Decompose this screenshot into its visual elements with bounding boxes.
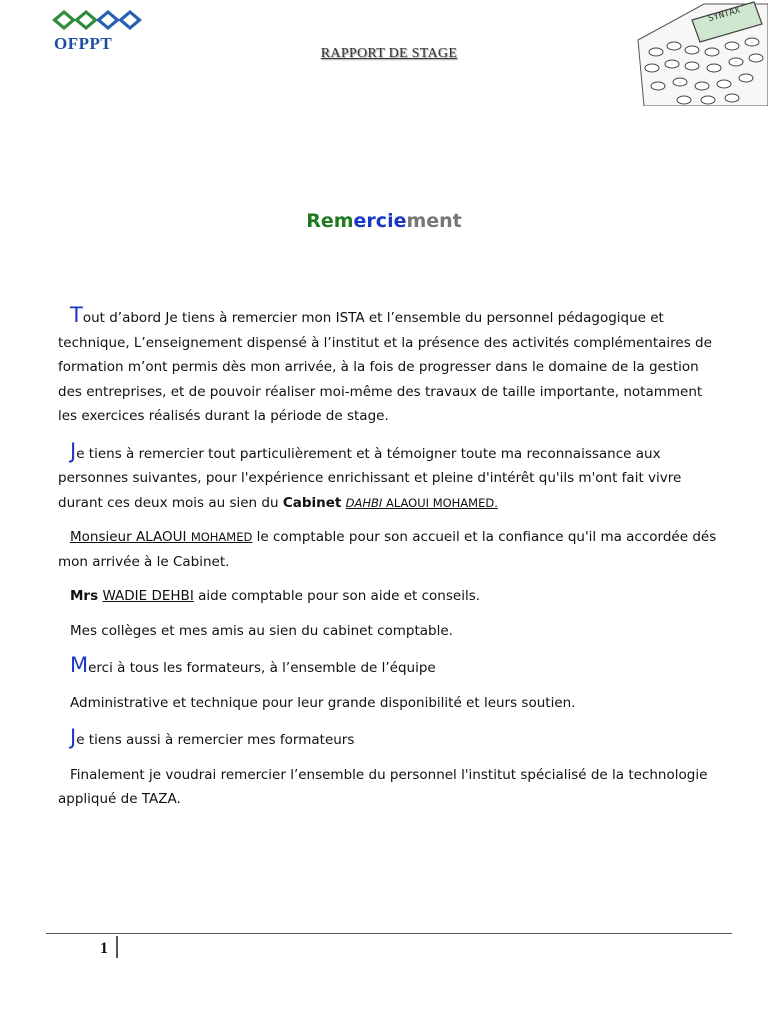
wadie-name: WADIE DEHBI [102,588,194,604]
calculator-icon [634,0,768,106]
paragraph-2-text: e tiens à remercier tout particulièrement et à témoigner toute ma reconnaissance aux personnes suivantes, pour l'expérience enrichissant et pleine d'intérêt qu'ils m'ont fait vivre durant ces deux mois au sien du [58,445,682,511]
monsieur-name: Monsieur ALAOUI [70,529,187,545]
dropcap-m: M [70,653,89,677]
calculator-display-text: SYNTAX [707,5,742,25]
paragraph-8-text: e tiens aussi à remercier mes formateurs [76,732,355,748]
cabinet-label: Cabinet [282,494,342,511]
body-text [58,303,724,822]
paragraph-2 [58,439,724,516]
paragraph-9-text: Finalement je voudrai remercier l’ensemble du personnel l'institut spécialisé de la technologie appliqué de TAZA. [58,766,708,807]
footer-divider [46,933,732,934]
page-number-bar [116,936,118,958]
title-part-blue: ercie [353,210,407,232]
paragraph-7 [58,691,724,716]
paragraph-7-text: Administrative et technique pour leur grande disponibilité et leurs soutien. [70,694,576,711]
paragraph-3-text: le comptable pour son accueil et la confiance qu'il ma accordée dés mon arrivée à le Cabinet. [58,529,717,570]
mrs-label: Mrs [70,588,99,604]
paragraph-1 [58,303,724,429]
paragraph-9 [58,763,724,812]
paragraph-3 [58,525,724,574]
page-title [0,210,768,232]
title-part-gray: ment [406,210,462,232]
cabinet-name-rest: ALAOUI MOHAMED. [385,495,498,510]
paragraph-4-text: aide comptable pour son aide et conseils. [193,588,481,604]
page-number: 1 [100,940,108,957]
title-part-green: Rem [306,210,354,232]
dropcap-j: J [70,438,77,463]
paragraph-5-text: Mes collèges et mes amis au sien du cabinet comptable. [70,622,453,639]
paragraph-6-text: erci à tous les formateurs, à l’ensemble de l’équipe [88,660,436,676]
paragraph-1-text: out d’abord Je tiens à remercier mon ISTA et l’ensemble du personnel pédagogique et technique, L’enseignement dispensé à l’institut et la présence des activités complémentaires de formation m’ont permis dès mon arrivée, à la fois de progresser dans le domaine de la gestion des entreprises, et de pouvoir réaliser moi-même des travaux de taille importante, notamment les exercices réalisés durant la période de stage. [58,310,712,424]
dropcap-t: T [70,303,83,327]
logo-emblem-icon [46,8,148,34]
paragraph-5 [58,619,724,644]
paragraph-4 [58,584,724,609]
logo-text: OFPPT [54,34,113,53]
cabinet-name-italic: DAHBI [345,495,383,510]
dropcap-j2: J [70,725,77,749]
header-title: RAPPORT DE STAGE [320,46,458,61]
mohamed-name: MOHAMED [190,530,253,544]
paragraph-6 [58,653,724,681]
paragraph-8 [58,725,724,753]
